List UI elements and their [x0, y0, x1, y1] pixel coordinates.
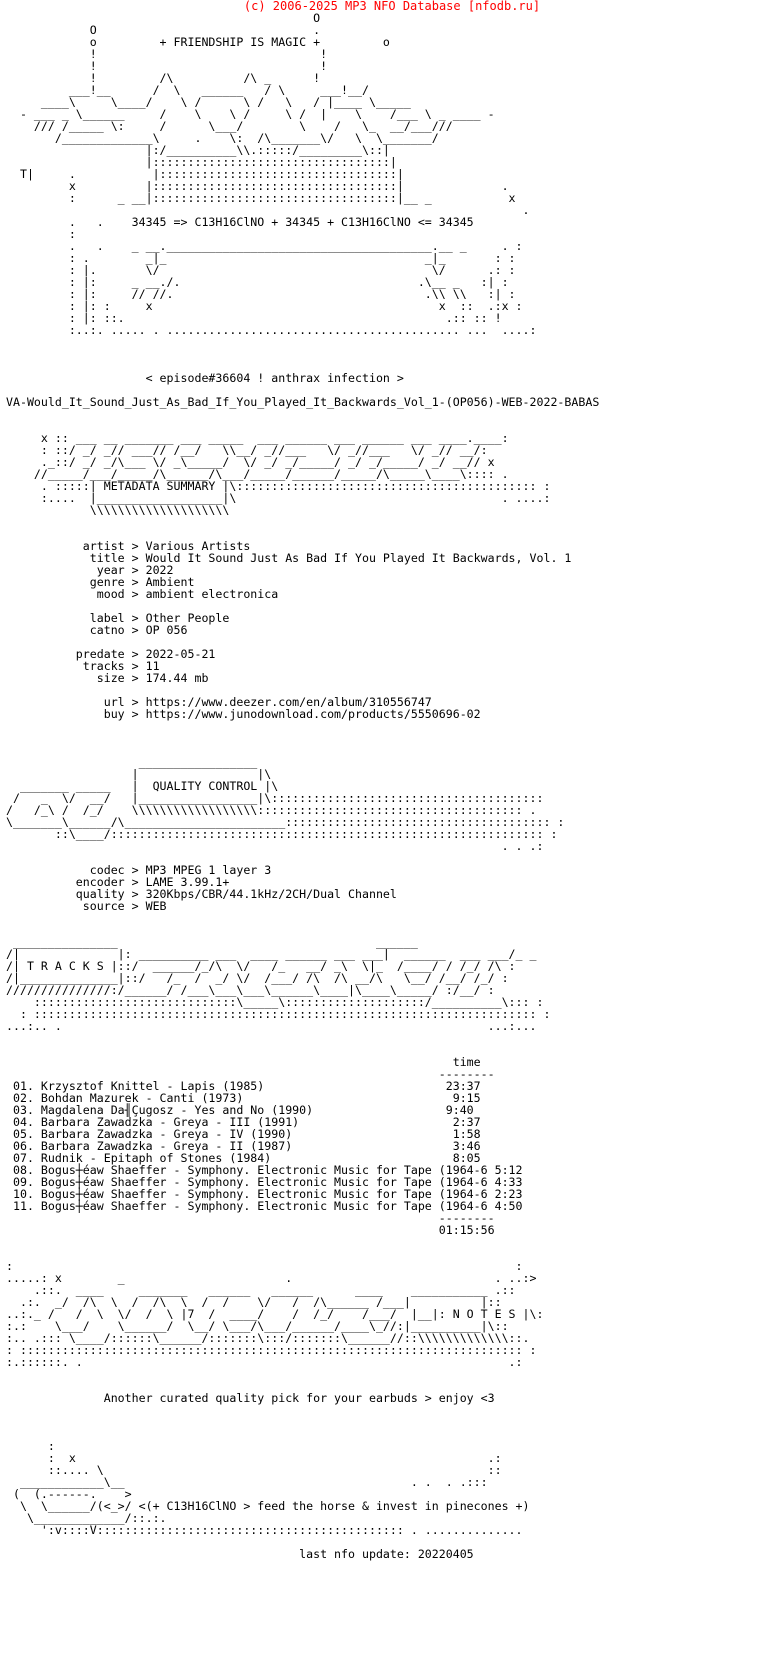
nfo-line: 11. Bogus┼éaw Shaeffer - Symphony. Electronic Music for Tape (1964-6 4:50 [6, 1199, 523, 1213]
nfo-line: encoder > LAME 3.99.1+ [6, 875, 230, 889]
nfo-line: source > WEB [6, 899, 167, 913]
nfo-line: .:. _/ /\ \ / /\ \ / / \/ / /\______ /___| |:: [6, 1295, 502, 1309]
nfo-line: VA-Would_It_Sound_Just_As_Bad_If_You_Played_It_Backwards_Vol_1-(OP056)-WEB-2022-BABAS [6, 395, 600, 409]
nfo-line: .::. ____ _______ ______ ______ ____ ___________ .:: [6, 1283, 516, 1297]
nfo-line: 04. Barbara Zawadzka - Greya - III (1991) 2:37 [6, 1115, 481, 1129]
nfo-line: time [6, 1055, 481, 1069]
nfo-text-body [6, 12, 599, 1560]
nfo-line: O [6, 11, 321, 25]
nfo-line: O . [6, 23, 321, 37]
nfo-line: _________________ [6, 755, 258, 769]
nfo-line: 09. Bogus┼éaw Shaeffer - Symphony. Electronic Music for Tape (1964-6 4:33 [6, 1175, 523, 1189]
nfo-line: 08. Bogus┼éaw Shaeffer - Symphony. Electronic Music for Tape (1964-6 5:12 [6, 1163, 523, 1177]
nfo-line: 02. Bohdan Mazurek - Canti (1973) 9:15 [6, 1091, 481, 1105]
nfo-line: /| |: __________ ___ ____ ______ ___ ___| ______ ___ ___/_ _ [6, 947, 537, 961]
nfo-line: 03. Magdalena Da╢Çugosz - Yes and No (1990) 9:40 [6, 1103, 474, 1117]
nfo-line: .....: x _ . . ..:> [6, 1271, 537, 1285]
nfo-line: / /_\ / /_/ \\\\\\\\\\\\\\\\\\:::::::::::::::::::::::::::::::::::::: . [6, 803, 537, 817]
nfo-line: _______ _____ | QUALITY CONTROL |\ [6, 779, 279, 793]
nfo-line: ...:.. . ...:... [6, 1019, 537, 1033]
nfo-line: buy > https://www.junodownload.com/products/5550696-02 [6, 707, 481, 721]
nfo-line: ! ! [6, 47, 328, 61]
nfo-line: x :: ___ __ _______ ___ _____ ___ ______ ___ ______ ___ ____.____: [6, 431, 509, 445]
nfo-line: label > Other People [6, 611, 230, 625]
nfo-line: | |\ [6, 767, 272, 781]
nfo-line: ! ! [6, 59, 328, 73]
nfo-line: : : [6, 1259, 523, 1273]
nfo-line: . [6, 203, 530, 217]
nfo-line: url > https://www.deezer.com/en/album/310556747 [6, 695, 432, 709]
nfo-line: :.::::::. . .: [6, 1355, 523, 1369]
site-copyright-header: (c) 2006-2025 MP3 NFO Database [nfodb.ru] [243, 0, 541, 13]
nfo-line: |::::::::::::::::::::::::::::::::::| [6, 155, 397, 169]
nfo-line: //_____/___/_____/\______/\___/_____/______/_____/\_____\____\:::: . [6, 467, 509, 481]
nfo-line: : x .: [6, 1451, 502, 1465]
nfo-line: 05. Barbara Zawadzka - Greya - IV (1990) 1:58 [6, 1127, 481, 1141]
nfo-line: :::::::::::::::::::::::::::::\_____\::::::::::::::::::::/__________\::: : [6, 995, 544, 1009]
nfo-line: : ::/ _/ _// ___// /__/ \\__/ _//___ \/ _//___ \/ _// __/: [6, 443, 488, 457]
nfo-line: /| T R A C K S |::/ ______/_/\ \/ /_ __/ _\ \|_ /____/ / /_/ /\ : [6, 959, 516, 973]
nfo-line: -------- [6, 1067, 495, 1081]
nfo-line: / _ \/ __/ |_________________|\::::::::::::::::::::::::::::::::::::::: [6, 791, 544, 805]
nfo-line: 06. Barbara Zawadzka - Greya - II (1987) 3:46 [6, 1139, 481, 1153]
nfo-line: : |: ::. .:: :: ! [6, 311, 502, 325]
nfo-line: :.. .::: \____/::::::\______/:::::::\:::/:::::::\______//::\\\\\\\\\\\\\::. [6, 1331, 530, 1345]
nfo-line: _______________ ______ [6, 935, 418, 949]
nfo-line: 01. Krzysztof Knittel - Lapis (1985) 23:37 [6, 1079, 481, 1093]
nfo-line: . . .: [6, 839, 544, 853]
nfo-line: 10. Bogus┼éaw Shaeffer - Symphony. Electronic Music for Tape (1964-6 2:23 [6, 1187, 523, 1201]
nfo-line: ! /\ /\ _ ! [6, 71, 321, 85]
nfo-line: : _ __|:::::::::::::::::::::::::::::::::::|__ _ x [6, 191, 516, 205]
nfo-line: : :::::::::::::::::::::::::::::::::::::::::::::::::::::::::::::::::::::::: : [6, 1007, 551, 1021]
nfo-line: : [6, 1439, 55, 1453]
nfo-line: ._::/ _/ _/\___ \/ _\_____/ \/ _/ _/_____/ _/ _/_____/ _/ __// x [6, 455, 495, 469]
nfo-line: : |: : x x :: .:x : [6, 299, 523, 313]
nfo-line: ___!__ / \ ______ / \ ___!__/ [6, 83, 369, 97]
nfo-line: :.... |__________________|\ . ....: [6, 491, 551, 505]
nfo-line: catno > OP 056 [6, 623, 188, 637]
nfo-line: \_____________/::.:. [6, 1511, 167, 1525]
nfo-line: - ___ _ \______ / \ \ / \ / | \ /___ \ _ ____ - [6, 107, 495, 121]
nfo-line: : |: _ __./. .\__ _ :| : [6, 275, 509, 289]
nfo-line: title > Would It Sound Just As Bad If You Played It Backwards, Vol. 1 [6, 551, 572, 565]
nfo-line: . . 34345 => C13H16ClNO + 34345 + C13H16ClNO <= 34345 [6, 215, 474, 229]
nfo-line: : |. \/ \/ .: : [6, 263, 516, 277]
nfo-line: ///////////////:/______/ /___\___\___\______\____|\____\_____/ :/__/ : [6, 983, 495, 997]
nfo-line: : :::::::::::::::::::::::::::::::::::::::::::::::::::::::::::::::::::::::: : [6, 1343, 537, 1357]
nfo-line: -------- [6, 1211, 495, 1225]
nfo-line: ____\ \____/ \ / \ / \ / |____ \_____ [6, 95, 411, 109]
nfo-line: ____________\__ . . . .::: [6, 1475, 488, 1489]
nfo-line: year > 2022 [6, 563, 174, 577]
nfo-line: mood > ambient electronica [6, 587, 279, 601]
nfo-line: x |:::::::::::::::::::::::::::::::::::| . [6, 179, 509, 193]
nfo-line: ':v::::V:::::::::::::::::::::::::::::::::::::::::::: . .............. [6, 1523, 523, 1537]
nfo-line: T| . |::::::::::::::::::::::::::::::::::| [6, 167, 404, 181]
nfo-line: ::\____/:::::::::::::::::::::::::::::::::::::::::::::::::::::::::::::: : [6, 827, 558, 841]
nfo-line: last nfo update: 20220405 [6, 1547, 474, 1561]
nfo-line: :..:. ..... . .......................................... ... ....: [6, 323, 537, 337]
nfo-line: genre > Ambient [6, 575, 195, 589]
nfo-line: \_______\______/\_______________________:::::::::::::::::::::::::::::::::::::: : [6, 815, 565, 829]
nfo-line: \ \______/(<_>/ <(+ C13H16ClNO > feed the horse & invest in pinecones +) [6, 1499, 530, 1513]
nfo-line: ( (.------. > [6, 1487, 132, 1501]
nfo-line: artist > Various Artists [6, 539, 251, 553]
nfo-line: Another curated quality pick for your earbuds > enjoy <3 [6, 1391, 495, 1405]
nfo-line: . :::::| METADATA SUMMARY |\::::::::::::::::::::::::::::::::::::::::::: : [6, 479, 551, 493]
nfo-line: ..:._ / / \ \/ / \ |7 / ____/ / /_/ /___/ |__|: N O T E S |\: [6, 1307, 544, 1321]
nfo-line: o + FRIENDSHIP IS MAGIC + o [6, 35, 390, 49]
nfo-line: 01:15:56 [6, 1223, 495, 1237]
nfo-line: /|______________|::/ /_ / _/ \/ /___/ /\ /\ __/\ \__/ /__/ /_/ : [6, 971, 509, 985]
nfo-line: ::.... \ :: [6, 1463, 502, 1477]
nfo-line: :.: \___/ \______/ \__/ \___/\___/______/____\_//:|__________|\:: [6, 1319, 509, 1333]
nfo-line: tracks > 11 [6, 659, 160, 673]
nfo-line: : . _|_ _|_ : : [6, 251, 516, 265]
nfo-line: < episode#36604 ! anthrax infection > [6, 371, 404, 385]
nfo-line: size > 174.44 mb [6, 671, 209, 685]
nfo-line: codec > MP3 MPEG 1 layer 3 [6, 863, 272, 877]
nfo-line: 07. Rudnik - Epitaph of Stones (1984) 8:05 [6, 1151, 481, 1165]
nfo-line: : [6, 227, 76, 241]
nfo-line: /_____________\ . \: /\_______\/ \ \_______/ [6, 131, 439, 145]
nfo-line: . . _ __.______________________________________.__ _ . : [6, 239, 523, 253]
nfo-line: \\\\\\\\\\\\\\\\\\\\ [6, 503, 230, 517]
nfo-line: |:/__________\\.:::::/_________\::| [6, 143, 390, 157]
nfo-line: /// /_____ \: / \___/ \ / \_ __/___/// [6, 119, 453, 133]
nfo-line: quality > 320Kbps/CBR/44.1kHz/2CH/Dual Channel [6, 887, 397, 901]
nfo-line: : |: // //. .\\ \\ :| : [6, 287, 516, 301]
nfo-line: predate > 2022-05-21 [6, 647, 216, 661]
